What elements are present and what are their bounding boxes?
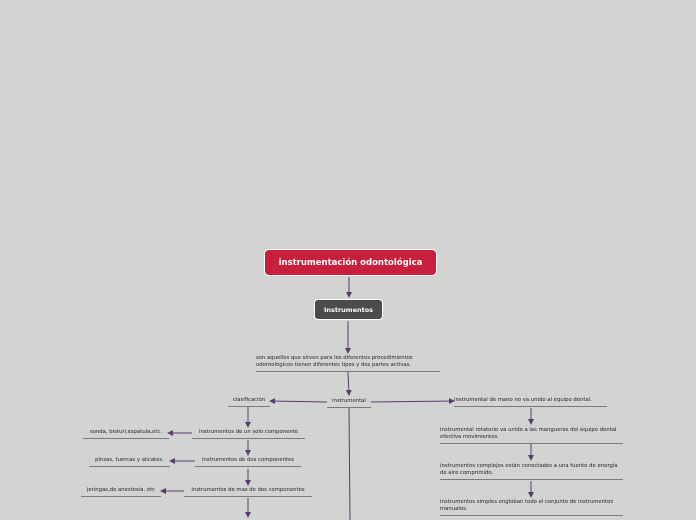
link-instrumental-clasificacion	[270, 401, 327, 402]
tipo-1[interactable]: instrumental de mano no va unido al equipo dental.	[454, 397, 607, 407]
tipo-2[interactable]: instrumental rotatorio va unido a las mangueras del equipo dental efectiva movimientos.	[440, 427, 623, 444]
clasificacion-topic[interactable]: clasificación	[228, 397, 270, 407]
tipo-4[interactable]: instrumentos simples engloban todo el conjunto de instrumentos manuales.	[440, 499, 623, 516]
instrumental-topic[interactable]: instrumental	[327, 398, 371, 408]
clasificacion-item-2[interactable]: instrumentos de dos componentes	[195, 457, 301, 467]
ejemplo-2[interactable]: pinzas, tuercas y alicates.	[89, 457, 170, 467]
instrumentos-topic[interactable]: Instrumentos	[314, 299, 383, 320]
clasificacion-item-1[interactable]: instrumentos de un solo componente	[192, 429, 305, 439]
link-definicion-instrumental	[348, 372, 349, 395]
clasificacion-item-3[interactable]: instrumentos de mas de dos componentes	[184, 487, 312, 497]
tipo-3[interactable]: instrumentos complejos están conectados a una fuente de energía de aire comprimido.	[440, 463, 623, 480]
link-instrumental-tipos	[371, 401, 454, 402]
ejemplo-3[interactable]: jeringas,de anestesia, etc	[81, 487, 161, 497]
ejemplo-1[interactable]: sonda, bisturi,espatula,etc.	[83, 429, 169, 439]
root-topic[interactable]: instrumentación odontológica	[264, 249, 437, 276]
link-instrumental-down	[349, 408, 350, 520]
definicion-topic[interactable]: son aquellos que sirven para los diferentes procedimientos odontológicos tienen diferentes tipos y dos partes activas.	[256, 355, 440, 372]
